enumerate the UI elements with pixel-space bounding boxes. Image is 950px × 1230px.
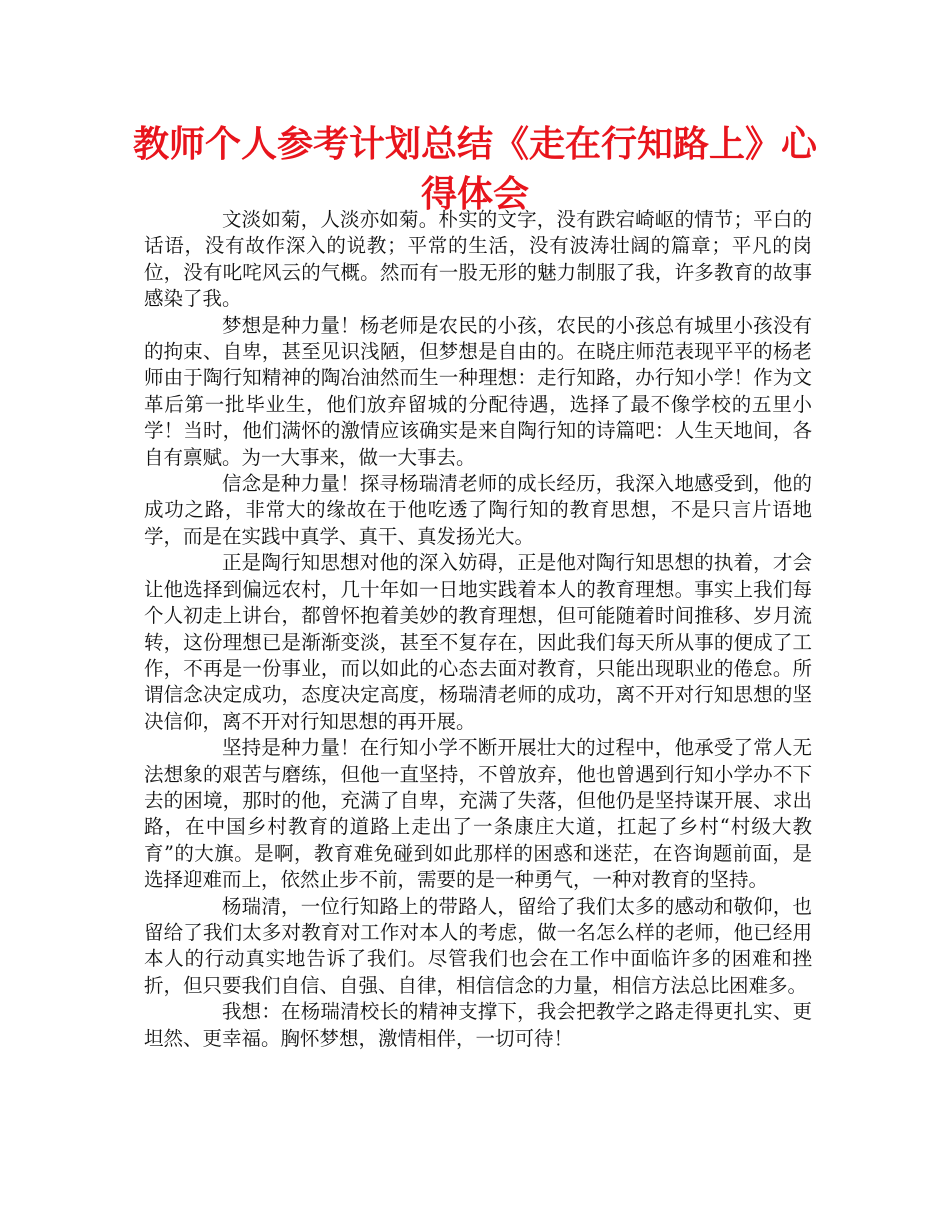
paragraph: 梦想是种力量！杨老师是农民的小孩，农民的小孩总有城里小孩没有的拘束、自卑，甚至见识浅陋，但梦想是自由的。在晓庄师范表现平平的杨老师由于陶行知精神的陶冶油然而生一种理想：走行知路，办行知小学！作为文革后第一批毕业生，他们放弃留城的分配待遇，选择了最不像学校的五里小学！当时，他们满怀的激情应该确实是来自陶行知的诗篇吧：人生天地间，各自有禀赋。为一大事来，做一大事去。 xyxy=(144,313,812,469)
document-body xyxy=(144,207,812,1052)
paragraph: 文淡如菊，人淡亦如菊。朴实的文字，没有跌宕崎岖的情节；平白的话语，没有故作深入的说教；平常的生活，没有波涛壮阔的篇章；平凡的岗位，没有叱咤风云的气概。然而有一股无形的魅力制服了我，许多教育的故事感染了我。 xyxy=(144,208,812,311)
paragraph: 正是陶行知思想对他的深入妨碍，正是他对陶行知思想的执着，才会让他选择到偏远农村，几十年如一日地实践着本人的教育理想。事实上我们每个人初走上讲台，都曾怀抱着美妙的教育理想，但可能随着时间推移、岁月流转，这份理想已是渐渐变淡，甚至不复存在，因此我们每天所从事的便成了工作，不再是一份事业，而以如此的心态去面对教育，只能出现职业的倦怠。所谓信念决定成功，态度决定高度，杨瑞清老师的成功，离不开对行知思想的坚决信仰，离不开对行知思想的再开展。 xyxy=(144,551,812,733)
document-title: 教师个人参考计划总结《走在行知路上》心得体会 xyxy=(132,124,817,215)
paragraph: 信念是种力量！探寻杨瑞清老师的成长经历，我深入地感受到，他的成功之路，非常大的缘故在于他吃透了陶行知的教育思想，不是只言片语地学，而是在实践中真学、真干、真发扬光大。 xyxy=(144,472,812,548)
paragraph: 坚持是种力量！在行知小学不断开展壮大的过程中，他承受了常人无法想象的艰苦与磨练，但他一直坚持，不曾放弃，他也曾遇到行知小学办不下去的困境，那时的他，充满了自卑，充满了失落，但他仍是坚持谋开展、求出路，在中国乡村教育的道路上走出了一条康庄大道，扛起了乡村“村级大教育”的大旗。是啊，教育难免碰到如此那样的困惑和迷茫，在咨询题前面，是选择迎难而上，依然止步不前，需要的是一种勇气，一种对教育的坚持。 xyxy=(144,736,812,892)
paragraph: 我想：在杨瑞清校长的精神支撑下，我会把教学之路走得更扎实、更坦然、更幸福。胸怀梦想，激情相伴，一切可待！ xyxy=(144,1000,812,1050)
paragraph: 杨瑞清，一位行知路上的带路人，留给了我们太多的感动和敬仰，也留给了我们太多对教育对工作对本人的考虑，做一名怎么样的老师，他已经用本人的行动真实地告诉了我们。尽管我们也会在工作中面临许多的困难和挫折，但只要我们自信、自强、自律，相信信念的力量，相信方法总比困难多。 xyxy=(144,894,812,997)
